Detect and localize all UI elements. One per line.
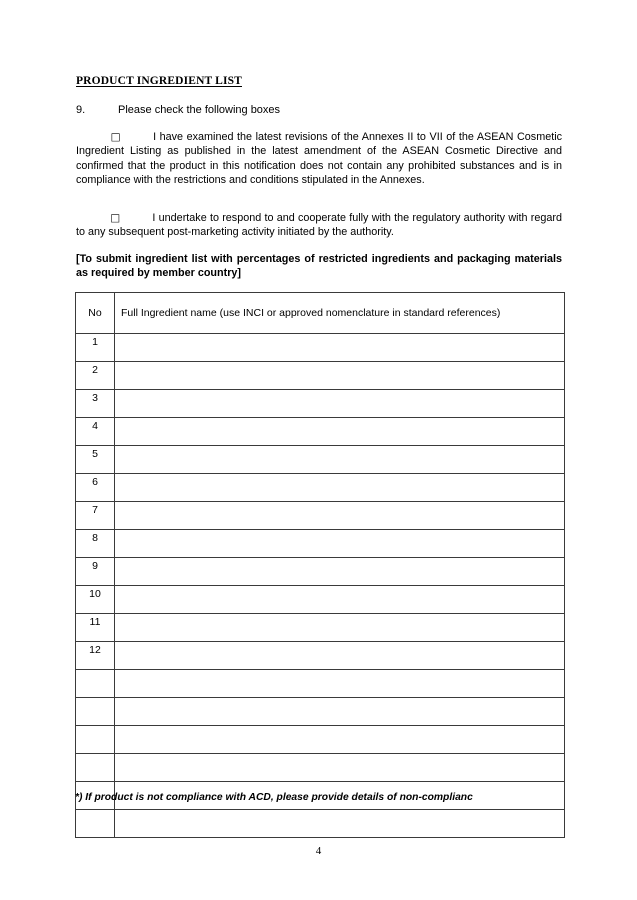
- table-cell-no: [76, 670, 115, 698]
- table-cell-no: 6: [76, 474, 115, 502]
- table-cell-ingredient-name[interactable]: [115, 502, 565, 530]
- numbered-item-9: [76, 103, 562, 117]
- table-cell-ingredient-name[interactable]: [115, 754, 565, 782]
- ingredient-table: [75, 292, 565, 838]
- empty-checkbox-icon[interactable]: □: [110, 131, 122, 143]
- table-cell-no: 12: [76, 642, 115, 670]
- footnote-non-compliance: *) If product is not compliance with ACD, please provide details of non-complianc: [75, 792, 473, 803]
- table-cell-no: 9: [76, 558, 115, 586]
- table-row: [76, 446, 565, 474]
- table-cell-no: 2: [76, 362, 115, 390]
- table-cell-no: 10: [76, 586, 115, 614]
- table-cell-ingredient-name[interactable]: [115, 698, 565, 726]
- table-cell-no: [76, 754, 115, 782]
- table-cell-ingredient-name[interactable]: [115, 670, 565, 698]
- declaration-text-2: I undertake to respond to and cooperate fully with the regulatory authority with regard to any subsequent post-marketing activity initiated by the authority.: [76, 212, 562, 239]
- table-cell-ingredient-name[interactable]: [115, 810, 565, 838]
- table-row: [76, 502, 565, 530]
- table-cell-no: 5: [76, 446, 115, 474]
- table-cell-ingredient-name[interactable]: [115, 642, 565, 670]
- table-cell-ingredient-name[interactable]: [115, 418, 565, 446]
- table-cell-no: 4: [76, 418, 115, 446]
- table-row: [76, 754, 565, 782]
- table-cell-ingredient-name[interactable]: [115, 446, 565, 474]
- empty-checkbox-icon[interactable]: □: [110, 212, 121, 224]
- table-cell-ingredient-name[interactable]: [115, 530, 565, 558]
- table-row: [76, 614, 565, 642]
- table-cell-ingredient-name[interactable]: [115, 362, 565, 390]
- table-row: [76, 586, 565, 614]
- table-cell-no: 3: [76, 390, 115, 418]
- table-cell-no: [76, 698, 115, 726]
- table-row: [76, 334, 565, 362]
- table-cell-ingredient-name[interactable]: [115, 390, 565, 418]
- table-cell-no: 1: [76, 334, 115, 362]
- page-title: PRODUCT INGREDIENT LIST: [76, 75, 242, 87]
- table-row: [76, 698, 565, 726]
- ingredient-table-body: [76, 293, 565, 838]
- table-row: [76, 474, 565, 502]
- item-label: Please check the following boxes: [118, 104, 281, 116]
- table-cell-ingredient-name[interactable]: [115, 614, 565, 642]
- table-row: [76, 558, 565, 586]
- table-row: [76, 670, 565, 698]
- table-row: [76, 390, 565, 418]
- table-row: [76, 530, 565, 558]
- table-cell-ingredient-name[interactable]: [115, 726, 565, 754]
- table-cell-ingredient-name[interactable]: [115, 586, 565, 614]
- table-cell-ingredient-name[interactable]: [115, 334, 565, 362]
- table-cell-ingredient-name[interactable]: [115, 558, 565, 586]
- table-row: [76, 810, 565, 838]
- table-row: [76, 418, 565, 446]
- table-cell-no: [76, 810, 115, 838]
- table-cell-no: [76, 726, 115, 754]
- table-cell-no: 7: [76, 502, 115, 530]
- declaration-paragraph-1: [76, 130, 562, 187]
- table-cell-no: 8: [76, 530, 115, 558]
- table-header-ingredient-name: Full Ingredient name (use INCI or approved nomenclature in standard references): [115, 293, 565, 334]
- table-header-no: No: [76, 293, 115, 334]
- item-number: 9.: [76, 104, 86, 116]
- page-number: 4: [315, 845, 322, 857]
- declaration-paragraph-2: [76, 211, 562, 240]
- table-row: [76, 726, 565, 754]
- table-row: [76, 362, 565, 390]
- table-cell-no: 11: [76, 614, 115, 642]
- table-header-row: [76, 293, 565, 334]
- submission-instruction-note: [To submit ingredient list with percentages of restricted ingredients and packaging materials as required by member country]: [76, 253, 562, 280]
- table-row: [76, 642, 565, 670]
- declaration-text-1: I have examined the latest revisions of the Annexes II to VII of the ASEAN Cosmetic Ingredient Listing as published in the latest amendment of the ASEAN Cosmetic Directive and confirmed that the product in this notification does not contain any prohibited substances and is in compliance with the restrictions and conditions stipulated in the Annexes.: [76, 131, 563, 186]
- table-cell-ingredient-name[interactable]: [115, 474, 565, 502]
